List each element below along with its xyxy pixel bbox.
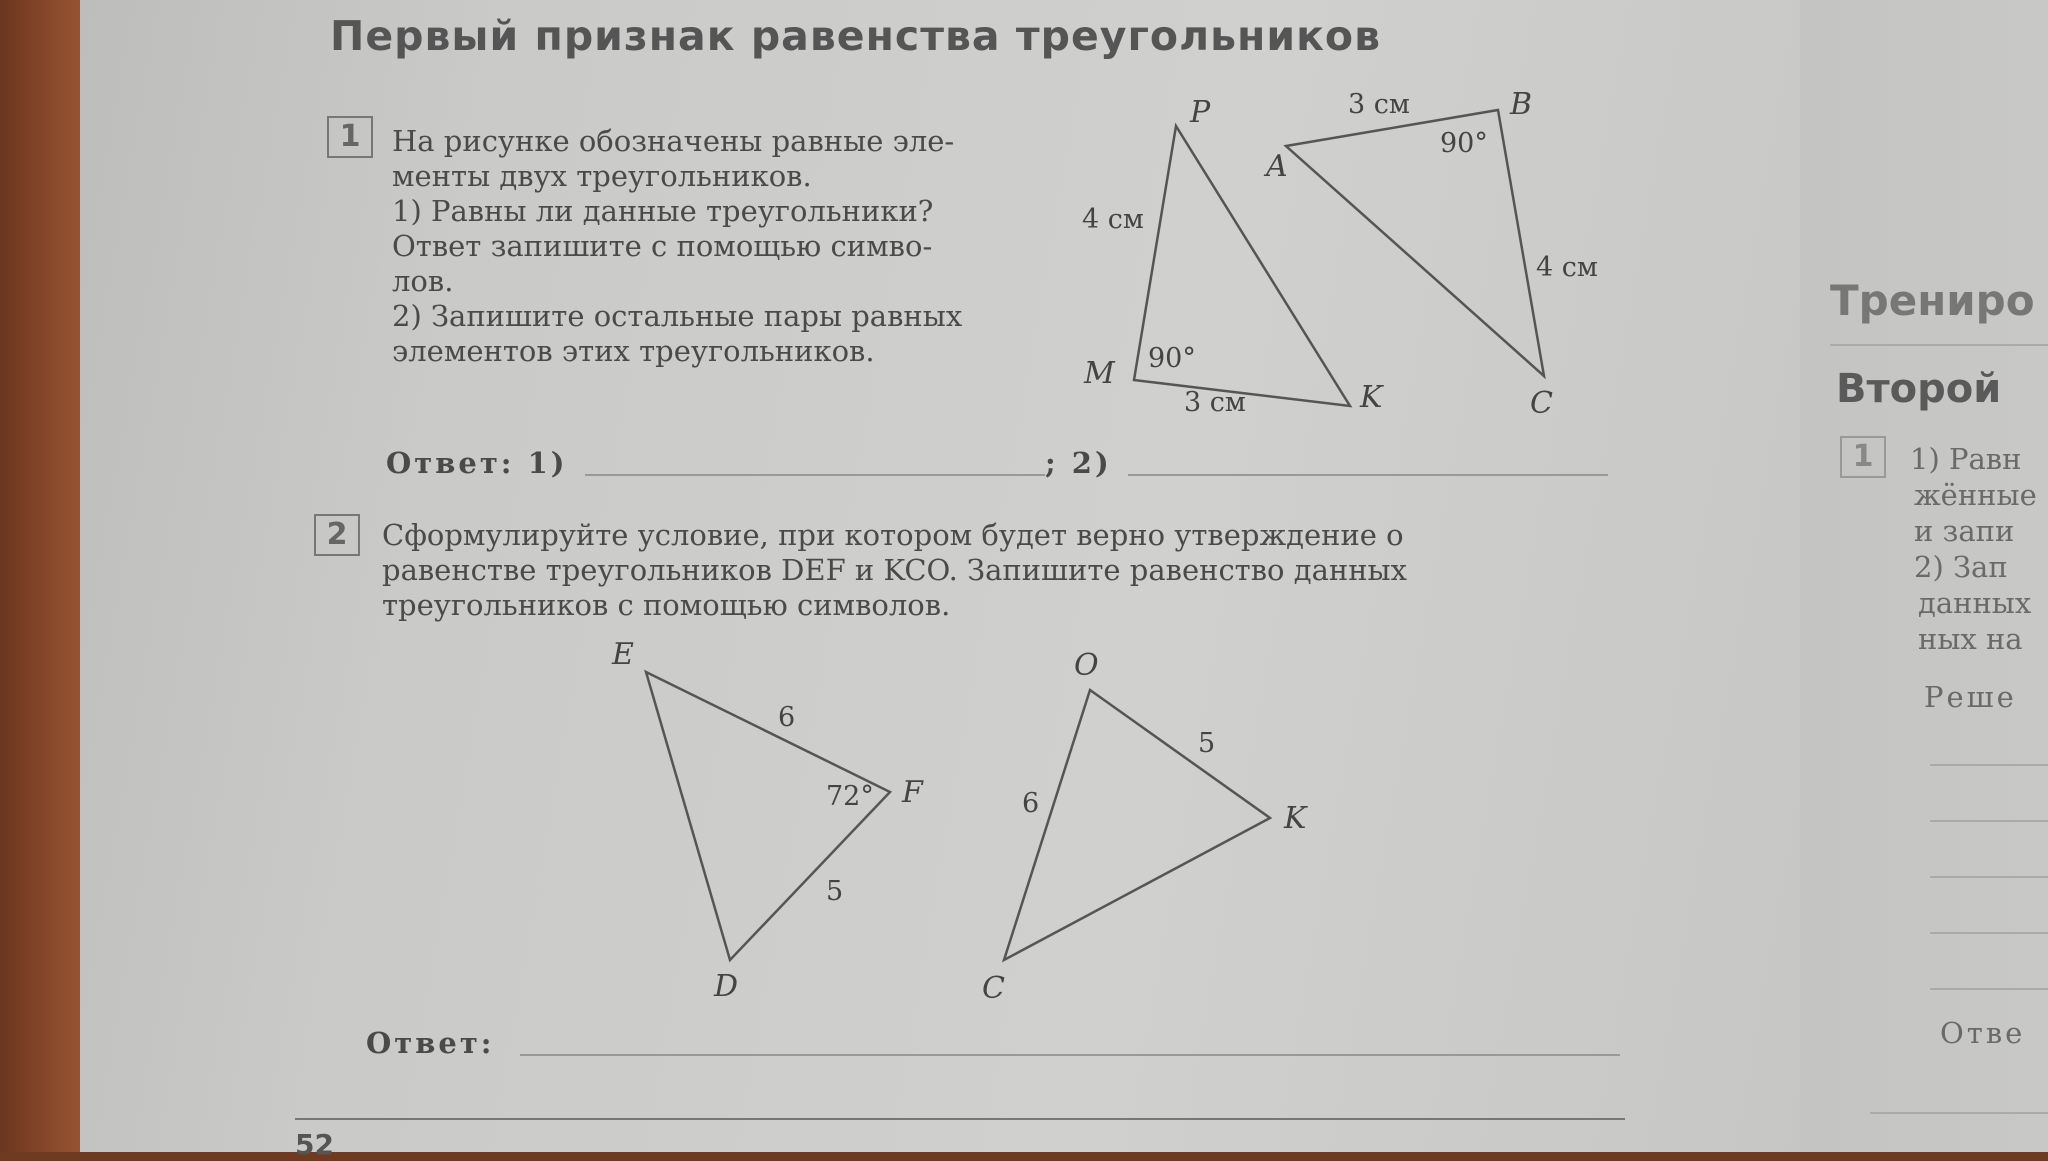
page-title: Первый признак равенства треугольников [330,12,1382,60]
vertex-o-label: O [1074,648,1099,683]
vertex-a-label: A [1266,149,1288,184]
task-1-answer-field-2[interactable] [1128,474,1608,476]
facing-task-number: 1 [1840,436,1886,478]
facing-footer-rule [1870,1112,2048,1114]
triangle-abc [1286,110,1544,376]
task-1-line: На рисунке обозначены равные эле- [392,124,955,158]
task-1-figure [1060,80,1630,430]
footer-rule [295,1118,1625,1120]
task-1-number: 1 [327,116,373,158]
vertex-c-label: C [1530,386,1553,421]
facing-line: данных [1918,586,2032,620]
facing-answer-label: Отве [1940,1016,2026,1050]
vertex-d-label: D [714,969,739,1004]
vertex-f-label: F [902,775,923,810]
task-1-text [392,124,962,369]
side-ef-label: 6 [778,702,796,733]
facing-line-rule [1930,764,2048,766]
triangle-kco [1004,690,1270,960]
side-pm-label: 4 см [1082,204,1144,235]
facing-page-rule [1830,344,2048,346]
facing-line-rule [1930,932,2048,934]
task-2-line: Сформулируйте условие, при котором будет верно утверждение о [382,518,1404,552]
facing-line-rule [1930,988,2048,990]
task-1-answer-field-1[interactable] [585,474,1045,476]
task-2-line: равенстве треугольников DEF и KCO. Запишите равенство данных [382,553,1407,587]
facing-line-rule [1930,876,2048,878]
facing-line: 2) Зап [1914,550,2008,584]
vertex-e-label: E [612,637,634,672]
facing-line: ных на [1918,622,2023,656]
facing-page-heading-1: Трениро [1830,276,2035,325]
side-bc-label: 4 см [1536,252,1598,283]
side-oc-label: 6 [1022,788,1040,819]
side-fd-label: 5 [826,876,844,907]
page-number: 52 [295,1128,334,1161]
table-surface [0,0,90,1152]
task-1-answer-label: Ответ: 1) [386,446,568,480]
side-mk-label: 3 см [1184,387,1246,418]
task-1-answer-separator: ; 2) [1045,446,1112,480]
facing-solution-label: Реше [1924,680,2017,714]
vertex-m-label: M [1084,356,1115,391]
task-2-answer-label: Ответ: [366,1026,495,1060]
vertex-b-label: B [1510,87,1533,122]
facing-page-heading-2: Второй [1836,366,2002,412]
angle-m-label: 90° [1148,343,1196,374]
task-1-line: Ответ запишите с помощью симво- [392,229,933,263]
facing-line: 1) Равн [1910,442,2022,476]
task-2-answer-field[interactable] [520,1054,1620,1056]
side-ab-label: 3 см [1348,89,1410,120]
facing-line: жённые [1914,478,2037,512]
vertex-p-label: P [1190,95,1211,130]
vertex-c2-label: C [982,971,1005,1006]
task-1-line: 2) Запишите остальные пары равных [392,299,963,333]
task-2-number: 2 [314,514,360,556]
task-2-text [382,518,1407,623]
task-1-line: лов. [392,264,454,298]
angle-b-label: 90° [1440,128,1488,159]
facing-line: и запи [1914,514,2015,548]
vertex-k2-label: K [1284,801,1307,836]
angle-f-label: 72° [826,781,874,812]
task-1-line: 1) Равны ли данные треугольники? [392,194,934,228]
triangle-def [646,672,890,960]
facing-line-rule [1930,820,2048,822]
vertex-k-label: K [1360,380,1383,415]
task-1-line: менты двух треугольников. [392,159,812,193]
task-2-line: треугольников с помощью символов. [382,588,951,622]
task-2-figure [590,630,1330,1010]
task-1-line: элементов этих треугольников. [392,334,875,368]
side-ok-label: 5 [1198,728,1216,759]
